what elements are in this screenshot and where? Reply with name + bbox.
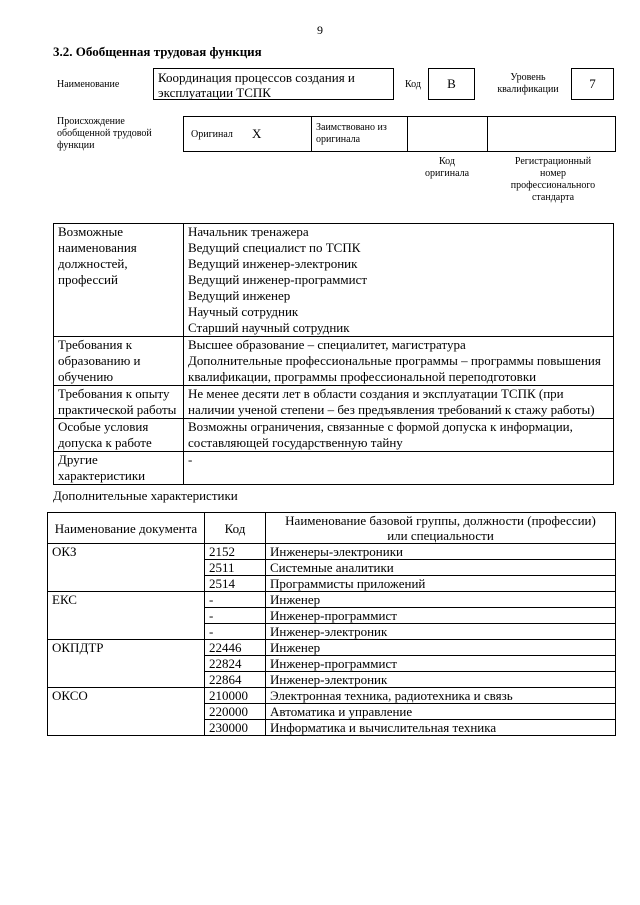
occupation-name-cell: Инженеры-электроники — [266, 544, 616, 560]
original-label: Оригинал — [191, 129, 233, 140]
row-label: Особые условия допуска к работе — [54, 419, 184, 452]
original-code-cell — [408, 117, 488, 151]
document-cell — [48, 720, 205, 736]
table-row — [48, 672, 616, 688]
code-cell: - — [205, 592, 266, 608]
extra-characteristics-title: Дополнительные характеристики — [53, 488, 238, 503]
table-row — [48, 624, 616, 640]
original-cell — [184, 117, 312, 151]
registration-caption: Регистрационный номер профессионального стандарта — [510, 156, 596, 203]
document-cell — [48, 704, 205, 720]
table-row — [48, 608, 616, 624]
table-row — [54, 337, 614, 386]
page-number: 9 — [317, 23, 323, 37]
code-cell: 22864 — [205, 672, 266, 688]
table-row — [48, 640, 616, 656]
row-value: Не менее десяти лет в области создания и эксплуатации ТСПК (при наличии ученой степени – без предъявления требований к стажу работы) — [184, 386, 614, 419]
requirements-table — [53, 223, 614, 485]
document-cell: ЕКС — [48, 592, 205, 608]
row-value: Высшее образование – специалитет, магистратура Дополнительные профессиональные программы – программы повышения квалификации, программы профессиональной переподготовки — [184, 337, 614, 386]
occupation-name-cell: Инженер-электроник — [266, 624, 616, 640]
registration-number-cell — [488, 117, 616, 151]
occupation-name-cell: Системные аналитики — [266, 560, 616, 576]
document-cell — [48, 624, 205, 640]
code-label: Код — [405, 79, 421, 90]
table-row — [48, 656, 616, 672]
level-value: 7 — [571, 68, 614, 100]
origin-table — [183, 116, 616, 152]
occupation-name-cell: Инженер — [266, 592, 616, 608]
row-label: Возможные наименования должностей, профессий — [54, 224, 184, 337]
table-row — [54, 452, 614, 485]
document-cell — [48, 576, 205, 592]
document-cell — [48, 560, 205, 576]
row-label: Требования к образованию и обучению — [54, 337, 184, 386]
code-cell: 220000 — [205, 704, 266, 720]
code-cell: 210000 — [205, 688, 266, 704]
table-row — [48, 688, 616, 704]
occupation-name-cell: Программисты приложений — [266, 576, 616, 592]
code-cell: 2514 — [205, 576, 266, 592]
occupation-name-cell: Инженер — [266, 640, 616, 656]
row-value: - — [184, 452, 614, 485]
table-row — [48, 704, 616, 720]
level-label: Уровень квалификации — [497, 72, 559, 95]
occupation-name-cell: Электронная техника, радиотехника и связь — [266, 688, 616, 704]
document-cell: ОКПДТР — [48, 640, 205, 656]
row-value: Начальник тренажера Ведущий специалист по ТСПК Ведущий инженер-электроник Ведущий инженер-программист Ведущий инженер Научный сотрудник Старший научный сотрудник — [184, 224, 614, 337]
document-cell: ОКЗ — [48, 544, 205, 560]
row-value: Возможны ограничения, связанные с формой допуска к информации, составляющей государственную тайну — [184, 419, 614, 452]
code-cell: - — [205, 608, 266, 624]
row-label: Требования к опыту практической работы — [54, 386, 184, 419]
table-row — [54, 386, 614, 419]
code-cell: 2152 — [205, 544, 266, 560]
header-name: Наименование базовой группы, должности (профессии) или специальности — [266, 513, 616, 544]
code-cell: - — [205, 624, 266, 640]
occupation-name-cell: Инженер-программист — [266, 608, 616, 624]
original-code-caption: Код оригинала — [424, 156, 470, 179]
occupation-name-cell: Инженер-электроник — [266, 672, 616, 688]
section-title: 3.2. Обобщенная трудовая функция — [53, 44, 262, 59]
code-cell: 2511 — [205, 560, 266, 576]
table-row — [48, 560, 616, 576]
code-cell: 22446 — [205, 640, 266, 656]
origin-label: Происхождение обобщенной трудовой функции — [57, 116, 152, 151]
table-row — [54, 224, 614, 337]
table-row — [48, 592, 616, 608]
extra-characteristics-table — [47, 512, 616, 736]
document-cell — [48, 672, 205, 688]
row-label: Другие характеристики — [54, 452, 184, 485]
borrowed-label: Заимствовано из оригинала — [316, 122, 387, 145]
code-value: B — [428, 68, 475, 100]
occupation-name-cell: Инженер-программист — [266, 656, 616, 672]
document-cell — [48, 656, 205, 672]
table-row — [48, 544, 616, 560]
header-document: Наименование документа — [48, 513, 205, 544]
occupation-name-cell: Автоматика и управление — [266, 704, 616, 720]
borrowed-cell — [312, 117, 408, 151]
original-mark: X — [252, 126, 262, 141]
header-code: Код — [205, 513, 266, 544]
document-cell: ОКСО — [48, 688, 205, 704]
table-header-row — [48, 513, 616, 544]
table-row — [54, 419, 614, 452]
occupation-name-cell: Информатика и вычислительная техника — [266, 720, 616, 736]
document-cell — [48, 608, 205, 624]
name-label: Наименование — [57, 79, 120, 90]
table-row — [48, 576, 616, 592]
function-name-field: Координация процессов создания и эксплуатации ТСПК — [153, 68, 394, 100]
code-cell: 230000 — [205, 720, 266, 736]
table-row — [48, 720, 616, 736]
code-cell: 22824 — [205, 656, 266, 672]
